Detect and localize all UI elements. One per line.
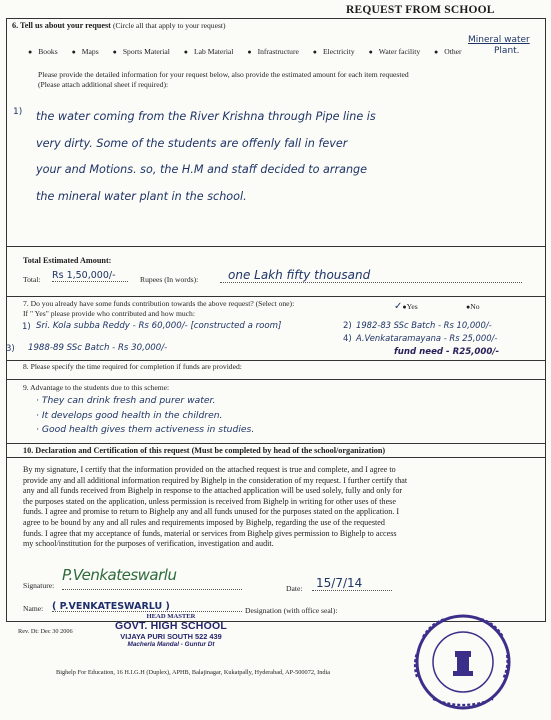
declaration-line: funds. I agree and promise to return to Bighelp any and all funds unused for the purposes stated on the application. I [23,507,400,517]
other-value-line2: Plant. [494,46,520,56]
q7-contributor-1: Sri. Kola subba Reddy - Rs 60,000/- [constructed a room] [36,321,282,331]
declaration-line: agree to be bound by any and all rules and requirements imposed by Bighelp, regarding the use of the requested [23,517,385,527]
q7-contributor-3: 1988-89 SSc Batch - Rs 30,000/- [28,343,168,353]
option-maps[interactable]: ● Maps [71,47,99,56]
option-lab-material[interactable]: ● Lab Material [183,47,234,56]
q9-title: 9. Advantage to the students due to this scheme: [23,383,170,392]
designation-label: Designation (with office seal): [245,606,338,615]
hand-line: the mineral water plant in the school. [36,189,247,203]
declaration-line: my school/institution for the purposes of verification, investigation and audit. [23,539,274,549]
document-title: REQUEST FROM SCHOOL [346,4,495,16]
section-divider [7,457,545,458]
q6-title-row [12,21,226,30]
declaration-line: any and all funds received from Bighelp in response to the attached application will be used solely, fully and only for [23,486,403,496]
declaration-line: the purposes stated on the application, unless permission is received from Bighelp in writing for other uses of these [23,496,396,506]
total-heading: Total Estimated Amount: [23,256,112,265]
signature-label: Signature: [23,581,55,590]
option-books[interactable]: ● Books [28,47,58,56]
option-electricity[interactable]: ● Electricity [312,47,355,56]
q7-marker-1: 1) [22,322,31,332]
name-field[interactable] [52,596,242,612]
signature-scribble: P.Venkateswarlu [62,566,177,584]
signature-field[interactable] [62,566,242,590]
q9-answer-line: · It develops good health in the children. [36,409,223,421]
q9-answers [36,394,255,438]
name-label: Name: [23,604,44,613]
other-value-line1: Mineral water [468,35,530,45]
words-value[interactable]: one Lakh fifty thousand [220,268,522,283]
q7-marker-2: 2) [343,321,352,331]
declaration-line: provide any and all additional information required by Bighelp in the consideration of my request. I further certify that [23,475,408,485]
q6-title-note: (Circle all that apply to your request) [112,21,226,30]
total-label: Total: [23,275,41,284]
q6-instruction-1: Please provide the detailed information for your request below, also provide the estimated amount for each item requested [38,70,409,79]
declaration-line: By my signature, I certify that the information provided on the attached request is true and complete, and I agree to [23,465,396,474]
revision-date: Rev. Dt: Dec 30 2006 [18,628,73,635]
hand-line: the water coming from the River Krishna through Pipe line is [36,110,376,123]
school-stamp [96,613,246,648]
option-water-facility[interactable]: ● Water facility [368,47,421,56]
q9-answer-line: · They can drink fresh and purer water. [36,395,216,406]
section-divider [7,246,545,247]
section-divider [7,443,545,444]
option-other[interactable]: ● Other [434,47,462,56]
stamp-role: HEAD MASTER [146,613,196,620]
q7-if-yes: If " Yes" please provide who contributed and how much: [23,309,195,318]
option-sports-material[interactable]: ● Sports Material [112,47,170,56]
hand-line: very dirty. Some of the students are offenly fall in fever [36,136,348,150]
q7-marker-4: 4) [343,334,352,344]
q7-contributor-2: 1982-83 SSc Batch - Rs 10,000/- [356,320,492,330]
date-value[interactable]: 15/7/14 [312,576,392,591]
q10-title: 10. Declaration and Certification of this request (Must be completed by head of the school/organization) [23,446,386,455]
date-label: Date: [286,584,303,593]
words-label: Rupees (In words): [140,275,199,284]
declaration-text [23,465,536,550]
q7-contributor-4: A.Venkataramayana - Rs 25,000/- [356,333,498,343]
section-divider [7,296,545,297]
name-value: ( P.VENKATESWARLU ) [52,601,170,612]
office-seal-icon [393,607,533,711]
q6-marker: 1) [13,107,23,117]
section-divider [7,360,545,361]
total-value[interactable]: Rs 1,50,000/- [52,270,128,282]
q7-yes[interactable]: ✓●Yes [394,301,418,312]
stamp-place: VIJAYA PURI SOUTH 522 439 [120,632,222,641]
footer-address: Bighelp For Education, 16 H.I.G.H (Duplex), APHB, Balajinagar, Kukatpally, Hyderabad, AP-500072, India [56,669,331,676]
stamp-school: GOVT. HIGH SCHOOL [115,620,227,632]
q7-no[interactable]: ●No [466,302,480,311]
option-infrastructure[interactable]: ● Infrastructure [247,47,299,56]
q7-fund-need: fund need - R25,000/- [394,347,500,357]
q9-answer-line: · Good health gives them activeness in studies. [36,424,255,436]
q8-question: 8. Please specify the time required for completion if funds are provided: [23,362,242,371]
q7-question: 7. Do you already have some funds contribution towards the above request? (Select one): [23,299,295,308]
q6-instruction-2: (Please attach additional sheet if required): [38,80,169,89]
stamp-mandal: Macherla Mandal - Guntur Dt [127,641,215,648]
q6-options [28,47,474,56]
hand-line: your and Motions. so, the H.M and staff decided to arrange [36,163,368,176]
q7-marker-3: 3) [6,344,15,354]
section-divider [7,379,545,380]
declaration-line: funds. I agree that my acceptance of funds, material or services from Bighelp gives permission to Bighelp to access [23,528,397,538]
q6-title: 6. Tell us about your request [12,21,111,30]
q6-handwritten-text [36,104,536,210]
